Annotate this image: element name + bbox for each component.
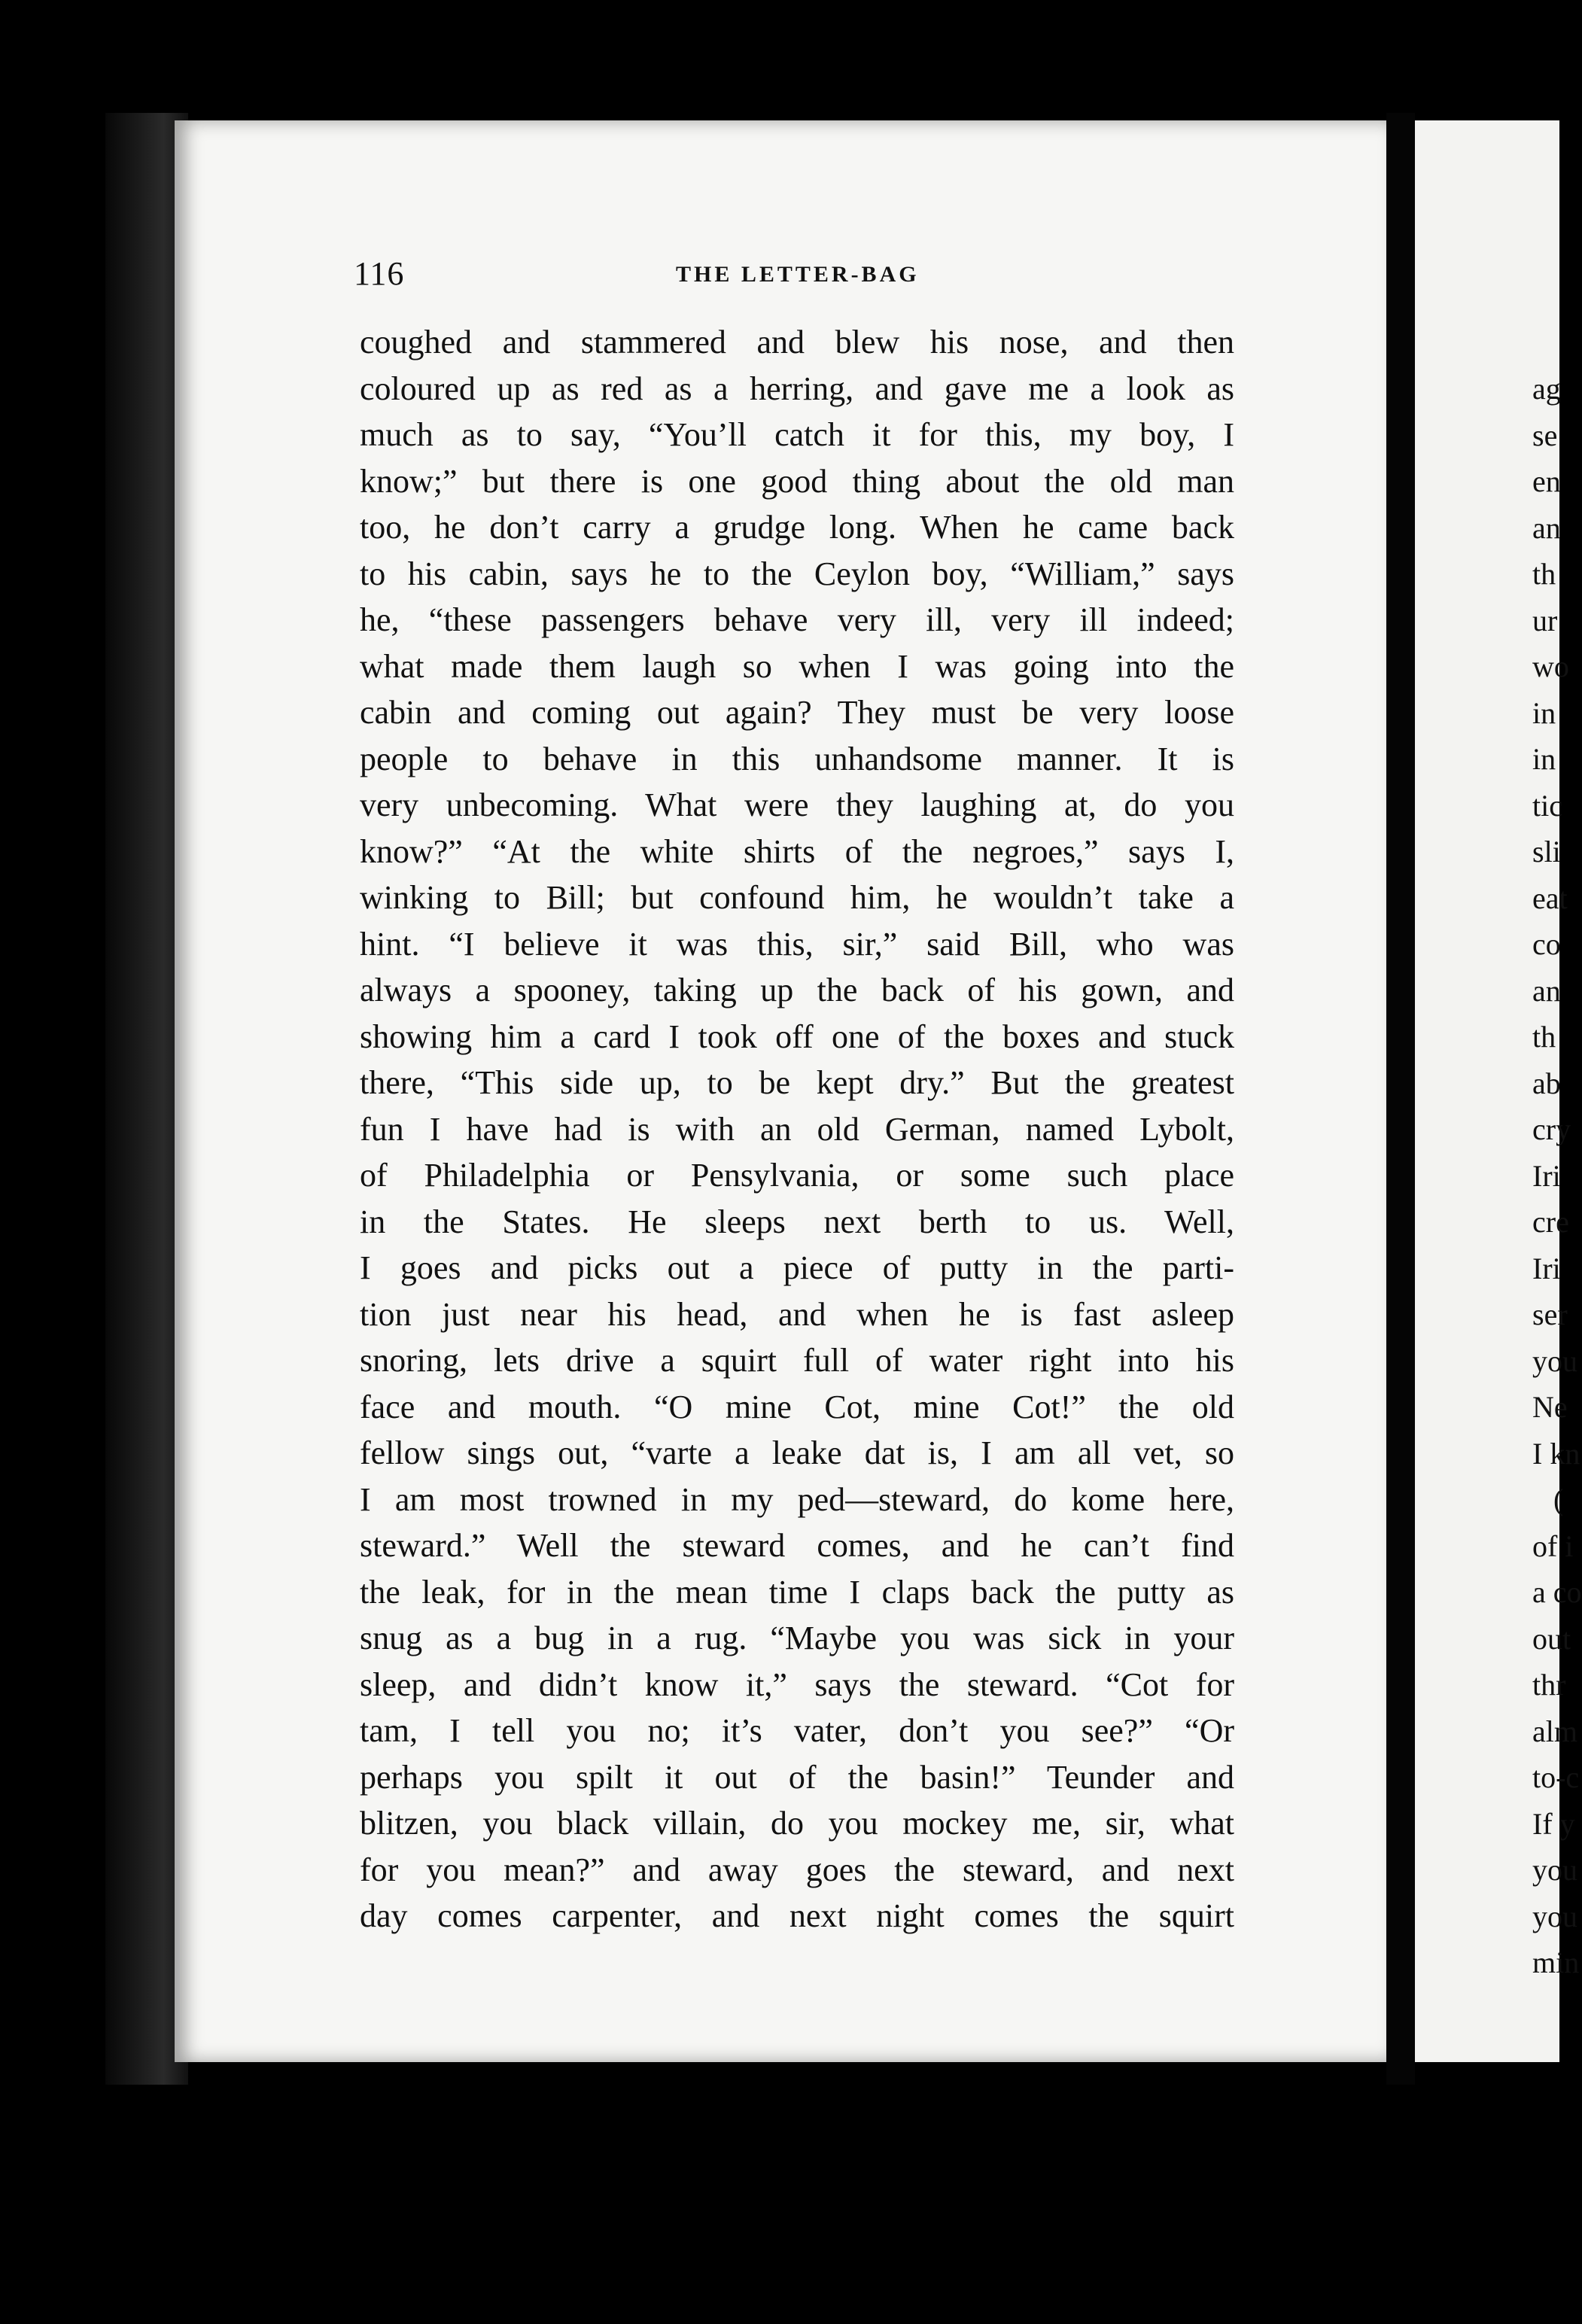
text-line: what made them laugh so when I was going into the (360, 647, 1234, 685)
text-line: to his cabin, says he to the Ceylon boy, “William,” says (360, 555, 1234, 592)
right-page-fragment: tic (1532, 788, 1562, 823)
right-page-fragment: If y (1532, 1806, 1575, 1841)
right-page-fragment: se (1532, 418, 1558, 452)
text-line: fun I have had is with an old German, named Lybolt, (360, 1110, 1234, 1148)
text-line: people to behave in this unhandsome manner. It is (360, 740, 1234, 777)
right-page-fragment: cre (1532, 1205, 1569, 1239)
text-line: snug as a bug in a rug. “Maybe you was sick in your (360, 1620, 1234, 1656)
right-page-fragment: you (1532, 1853, 1577, 1887)
right-page-fragment: to-c (1532, 1760, 1580, 1794)
text-line: cabin and coming out again? They must be very loose (360, 694, 1234, 731)
text-line: there, “This side up, to be kept dry.” But the greatest (360, 1064, 1234, 1101)
text-line: fellow sings out, “varte a leake dat is, I am all vet, so (360, 1434, 1234, 1471)
page-header (354, 254, 1242, 300)
right-page-fragment: you (1532, 1343, 1577, 1378)
running-title: THE LETTER-BAG (676, 262, 920, 287)
text-line: perhaps you spilt it out of the basin!” Teunder and (360, 1758, 1234, 1796)
right-page-fragment: in (1532, 742, 1556, 776)
right-page-fragment: of i (1532, 1529, 1574, 1563)
text-line: of Philadelphia or Pensylvania, or some such place (360, 1157, 1234, 1194)
text-line: face and mouth. “O mine Cot, mine Cot!” the old (360, 1388, 1234, 1425)
right-page-fragment: ( (1553, 1483, 1564, 1516)
body-text (360, 319, 1234, 1939)
right-page-fragment: in (1532, 695, 1556, 730)
text-line: I goes and picks out a piece of putty in the parti- (360, 1249, 1234, 1286)
right-page-fragment: ser (1532, 1297, 1568, 1331)
right-page-fragment: ag (1532, 372, 1561, 406)
text-line: in the States. He sleeps next berth to us. Well, (360, 1203, 1234, 1240)
text-line: sleep, and didn’t know it,” says the steward. “Cot for (360, 1665, 1234, 1703)
text-line: blitzen, you black villain, do you mockey me, sir, what (360, 1805, 1234, 1842)
right-page-fragment: alm (1532, 1714, 1577, 1748)
text-line: day comes carpenter, and next night comes the squirt (360, 1897, 1234, 1934)
text-line: I am most trowned in my ped—steward, do kome here, (360, 1480, 1234, 1518)
text-line: coloured up as red as a herring, and gave me a look as (360, 370, 1234, 407)
right-page-fragment: th (1532, 557, 1556, 591)
right-page-fragment: ab (1532, 1066, 1561, 1100)
right-page-fragment: Ne (1532, 1390, 1568, 1424)
page-number: 116 (354, 255, 405, 292)
text-line: snoring, lets drive a squirt full of water right into his (360, 1342, 1234, 1379)
text-line: he, “these passengers behave very ill, very ill indeed; (360, 601, 1234, 638)
right-page-fragment: en (1532, 464, 1561, 498)
text-line: hint. “I believe it was this, sir,” said Bill, who was (360, 925, 1234, 963)
text-line: know;” but there is one good thing about the old man (360, 462, 1234, 500)
text-line: very unbecoming. What were they laughing at, do you (360, 786, 1234, 823)
text-line: tion just near his head, and when he is fast asleep (360, 1295, 1234, 1333)
right-page-fragment: out (1532, 1621, 1571, 1656)
right-page-fragment: Iri (1532, 1158, 1561, 1193)
text-line: tam, I tell you no; it’s vater, don’t you see?” “Or (360, 1712, 1234, 1749)
right-page-fragment: thr (1532, 1668, 1566, 1702)
right-page-fragment: cry (1532, 1112, 1571, 1146)
right-page-fragment: min (1532, 1945, 1580, 1979)
right-page-fragment: Iri (1532, 1251, 1561, 1285)
text-line: know?” “At the white shirts of the negroes,” says I, (360, 832, 1234, 870)
right-page-fragment: co (1532, 927, 1561, 961)
right-page-text (1532, 366, 1582, 1986)
right-page-fragment: wo (1532, 649, 1569, 683)
right-page-fragment: you (1532, 1899, 1577, 1933)
right-page-fragment: I kn (1532, 1436, 1580, 1471)
text-line: showing him a card I took off one of the boxes and stuck (360, 1018, 1234, 1055)
right-page-fragment: an (1532, 510, 1561, 545)
right-page-fragment: ur (1532, 603, 1558, 637)
text-line: always a spooney, taking up the back of his gown, and (360, 972, 1234, 1008)
page-gutter (1386, 113, 1415, 2085)
text-line: for you mean?” and away goes the steward, and next (360, 1851, 1234, 1888)
text-line: steward.” Well the steward comes, and he can’t find (360, 1527, 1234, 1564)
right-page-fragment: th (1532, 1020, 1556, 1054)
text-line: much as to say, “You’ll catch it for this, my boy, I (360, 416, 1234, 453)
text-line: coughed and stammered and blew his nose, and then (360, 324, 1234, 360)
text-line: the leak, for in the mean time I claps back the putty as (360, 1573, 1234, 1611)
text-line: winking to Bill; but confound him, he wouldn’t take a (360, 879, 1234, 916)
right-page-fragment: an (1532, 973, 1561, 1008)
right-page-fragment: a co (1532, 1575, 1582, 1609)
right-page-fragment: sli (1532, 835, 1561, 868)
right-page-fragment: eat (1532, 881, 1568, 915)
text-line: too, he don’t carry a grudge long. When he came back (360, 509, 1234, 546)
